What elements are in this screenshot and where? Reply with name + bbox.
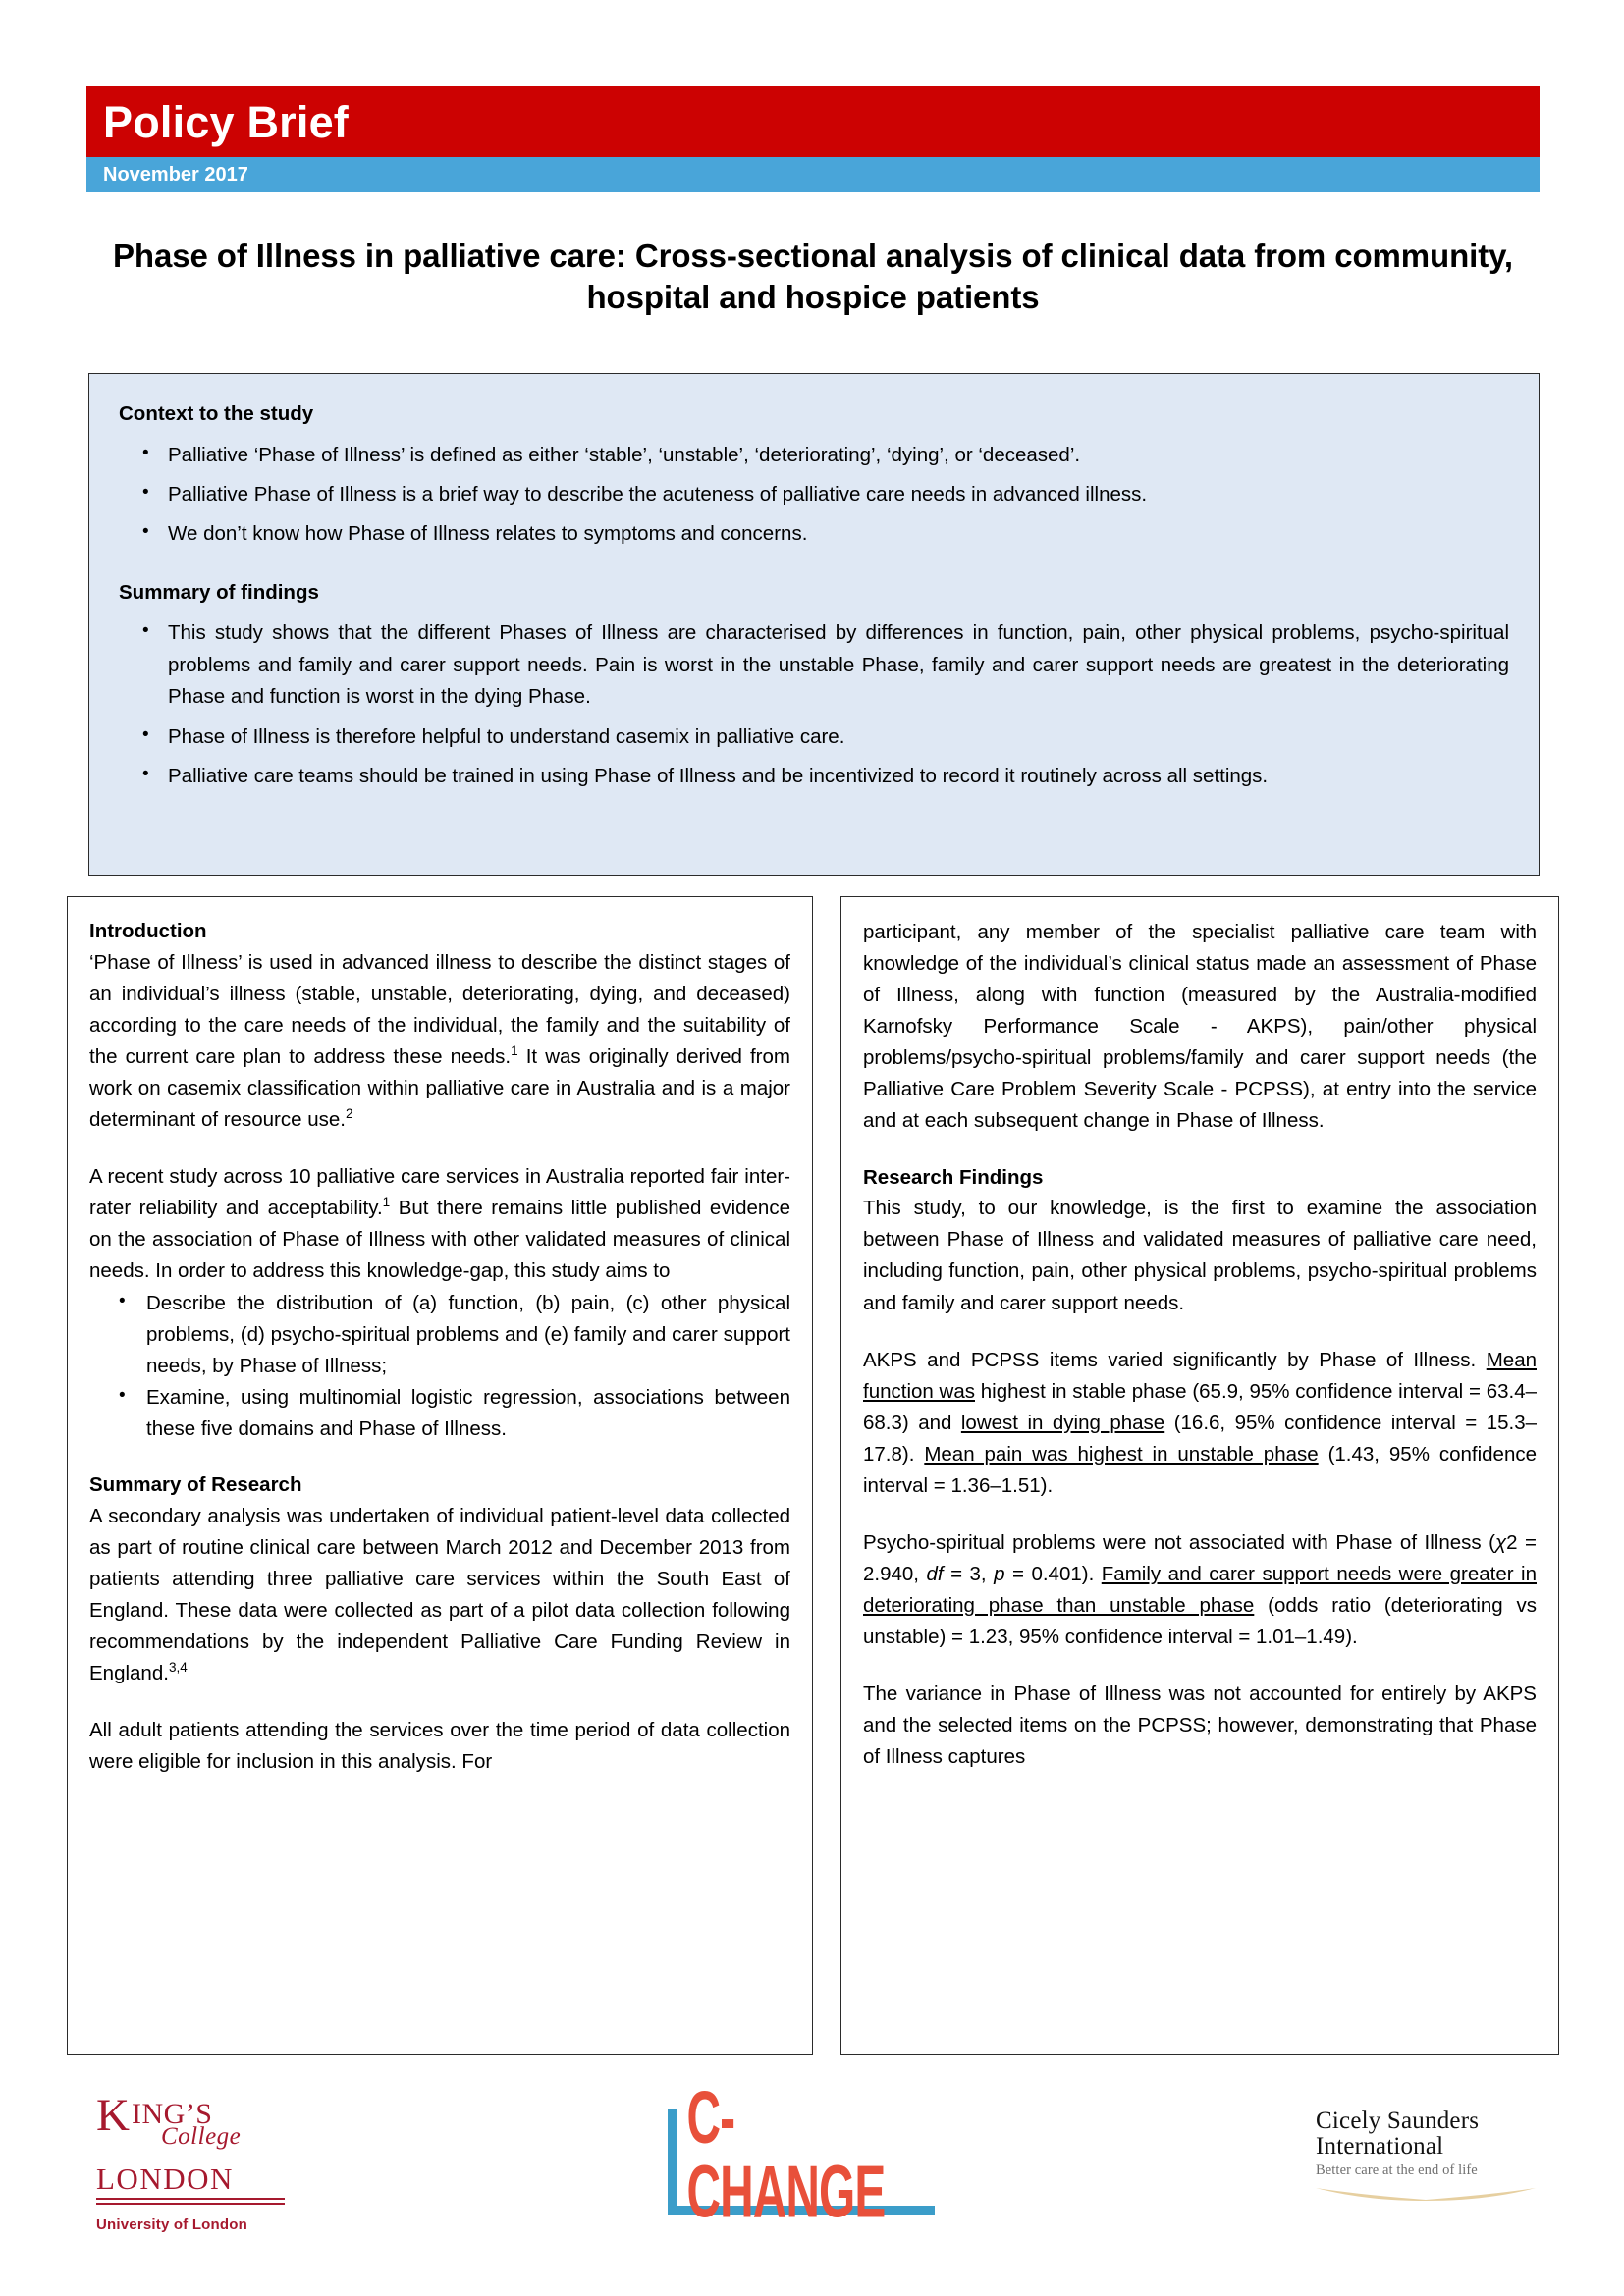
- df-symbol: df: [926, 1563, 944, 1586]
- paragraph-text: A recent study across 10 palliative care services in Australia reported fair inter-rater reliability and acceptability.: [89, 1165, 790, 1220]
- csi-swoosh-icon: [1316, 2185, 1536, 2201]
- list-item: • We don’t know how Phase of Illness relates to symptoms and concerns.: [119, 518, 1509, 550]
- list-item: • Phase of Illness is therefore helpful to understand casemix in palliative care.: [119, 721, 1509, 753]
- paragraph: [89, 1501, 790, 1689]
- citation-ref: 3,4: [168, 1660, 188, 1676]
- study-aims-list: [89, 1288, 790, 1445]
- chi-symbol: χ: [1494, 1530, 1507, 1554]
- list-item: • Palliative care teams should be trained in using Phase of Illness and be incentivized to record it routinely across all settings.: [119, 761, 1509, 792]
- paragraph-text: = 0.401).: [1004, 1563, 1102, 1586]
- c-change-logo: [668, 2076, 935, 2234]
- paragraph-text: (odds ratio (deteriorating vs unstable) = 1.23, 95% confidence interval = 1.01–1.49).: [863, 1594, 1537, 1649]
- kcl-london-text: LONDON: [96, 2162, 234, 2196]
- list-item: • Examine, using multinomial logistic regression, associations between these five domains and Phase of Illness.: [89, 1382, 790, 1445]
- emphasis-underline: lowest in dying phase: [960, 1411, 1165, 1434]
- emphasis-underline: Mean pain was highest in unstable phase: [924, 1442, 1319, 1466]
- findings-bullet-list: [119, 617, 1509, 792]
- kcl-university-text: University of London: [96, 2216, 247, 2233]
- citation-ref: 1: [382, 1195, 391, 1210]
- paragraph-text: 2 = 2.940,: [863, 1530, 1537, 1586]
- list-item: • Palliative ‘Phase of Illness’ is defined as either ‘stable’, ‘unstable’, ‘deteriorating’, ‘dying’, or ‘deceased’.: [119, 440, 1509, 471]
- paragraph-text: highest in stable phase (65.9, 95% confidence interval = 63.4–68.3) and: [863, 1379, 1537, 1434]
- publication-date: November 2017: [103, 164, 248, 186]
- research-findings-heading: Research Findings: [863, 1165, 1044, 1189]
- left-text-column: [67, 896, 813, 2055]
- policy-brief-banner: [86, 86, 1540, 157]
- paragraph-text: = 3,: [943, 1563, 995, 1586]
- paragraph: participant, any member of the specialist palliative care team with knowledge of the individual’s clinical status made an assessment of Phase of Illness, along with function (measured by the Australia-modified Karnofsky Performance Scale - AKPS), pain/other physical problems/psycho-spiritual problems/family and carer support needs (the Palliative Care Problem Severity Scale - PCPSS), at entry into the service and at each subsequent change in Phase of Illness.: [863, 921, 1537, 1133]
- paragraph: All adult patients attending the services over the time period of data collection were eligible for inclusion in this analysis. For: [89, 1719, 790, 1774]
- emphasis-underline: Family and carer support needs were greater in deteriorating phase than unstable phase: [863, 1563, 1537, 1618]
- emphasis-underline: Mean function was: [863, 1348, 1537, 1403]
- paragraph-text: ‘Phase of Illness’ is used in advanced illness to describe the distinct stages of an individual’s illness (stable, unstable, deteriorating, dying, and deceased) according to the care needs of the individual, the family and the suitability of the current care plan to address these needs.: [89, 950, 790, 1068]
- page-title: Phase of Illness in palliative care: Cross-sectional analysis of clinical data from community, hospital and hospice patients: [113, 238, 1513, 315]
- paragraph: [89, 947, 790, 1136]
- paragraph-text: (16.6, 95% confidence interval = 15.3–17.8).: [863, 1411, 1538, 1466]
- paragraph: [863, 1345, 1537, 1502]
- citation-ref: 1: [511, 1043, 518, 1059]
- paragraph: The variance in Phase of Illness was not accounted for entirely by AKPS and the selected items on the PCPSS; however, demonstrating that Phase of Illness captures: [863, 1682, 1537, 1769]
- list-item: • This study shows that the different Phases of Illness are characterised by differences in function, pain, other physical problems, psycho-spiritual problems and family and carer support needs. Pain is worst in the unstable Phase, family and carer support needs are greatest in the deteriorating Phase and function is worst in the dying Phase.: [119, 617, 1509, 713]
- csi-name-line-1: Cicely Saunders: [1316, 2108, 1480, 2134]
- paragraph-text: It was originally derived from work on casemix classification within palliative care in Australia and is a major determinant of resource use.: [89, 1044, 790, 1132]
- paragraph: [89, 1161, 790, 1287]
- kcl-rule-lines: [96, 2198, 285, 2205]
- body-columns: [67, 896, 1559, 2055]
- list-item: • Palliative Phase of Illness is a brief way to describe the acuteness of palliative care needs in advanced illness.: [119, 479, 1509, 510]
- paragraph-text: (1.43, 95% confidence interval = 1.36–1.51).: [863, 1442, 1537, 1497]
- publication-date-banner: [86, 157, 1540, 192]
- csi-name-line-2: International: [1316, 2133, 1444, 2160]
- cicely-saunders-international-logo: [1316, 2109, 1542, 2206]
- citation-ref: 2: [345, 1106, 353, 1122]
- kcl-k-glyph: K: [96, 2090, 131, 2141]
- list-item: • Describe the distribution of (a) function, (b) pain, (c) other physical problems, (d) psycho-spiritual problems and (e) family and carer support needs, by Phase of Illness;: [89, 1288, 790, 1382]
- summary-of-research-heading: Summary of Research: [89, 1472, 302, 1496]
- paragraph-text: But there remains little published evidence on the association of Phase of Illness with other validated measures of clinical needs. In order to address this knowledge-gap, this study aims to: [89, 1197, 790, 1283]
- kcl-ings-text: ING’S: [132, 2098, 213, 2130]
- footer-logos: [67, 2076, 1559, 2268]
- context-heading: Context to the study: [119, 402, 314, 425]
- kcl-college-text: College: [161, 2123, 242, 2150]
- findings-heading: Summary of findings: [119, 580, 319, 604]
- kcl-wordmark-line-1: [96, 2090, 391, 2150]
- introduction-heading: Introduction: [89, 920, 207, 942]
- brand-title: Policy Brief: [103, 96, 349, 147]
- paragraph-text: Psycho-spiritual problems were not associated with Phase of Illness (: [863, 1530, 1495, 1554]
- p-symbol: p: [994, 1563, 1005, 1586]
- csi-tagline: Better care at the end of life: [1316, 2163, 1478, 2178]
- paragraph: [863, 1527, 1537, 1653]
- right-text-column: [840, 896, 1559, 2055]
- paragraph-text: A secondary analysis was undertaken of individual patient-level data collected as part of routine clinical care between March 2012 and December 2013 from patients attending three palliative care services within the South East of England. These data were collected as part of a pilot data collection following recommendations by the independent Palliative Care Funding Review in England.: [89, 1504, 790, 1684]
- summary-highlight-box: [88, 373, 1540, 876]
- paragraph-text: AKPS and PCPSS items varied significantly by Phase of Illness.: [863, 1348, 1487, 1371]
- context-bullet-list: [119, 440, 1509, 551]
- kings-college-london-logo: [96, 2090, 391, 2233]
- paragraph: This study, to our knowledge, is the first to examine the association between Phase of Illness and validated measures of palliative care need, including function, pain, other physical problems, psycho-spiritual problems and family and carer support needs.: [863, 1197, 1537, 1314]
- c-change-wordmark: C-CHANGE: [686, 2076, 886, 2234]
